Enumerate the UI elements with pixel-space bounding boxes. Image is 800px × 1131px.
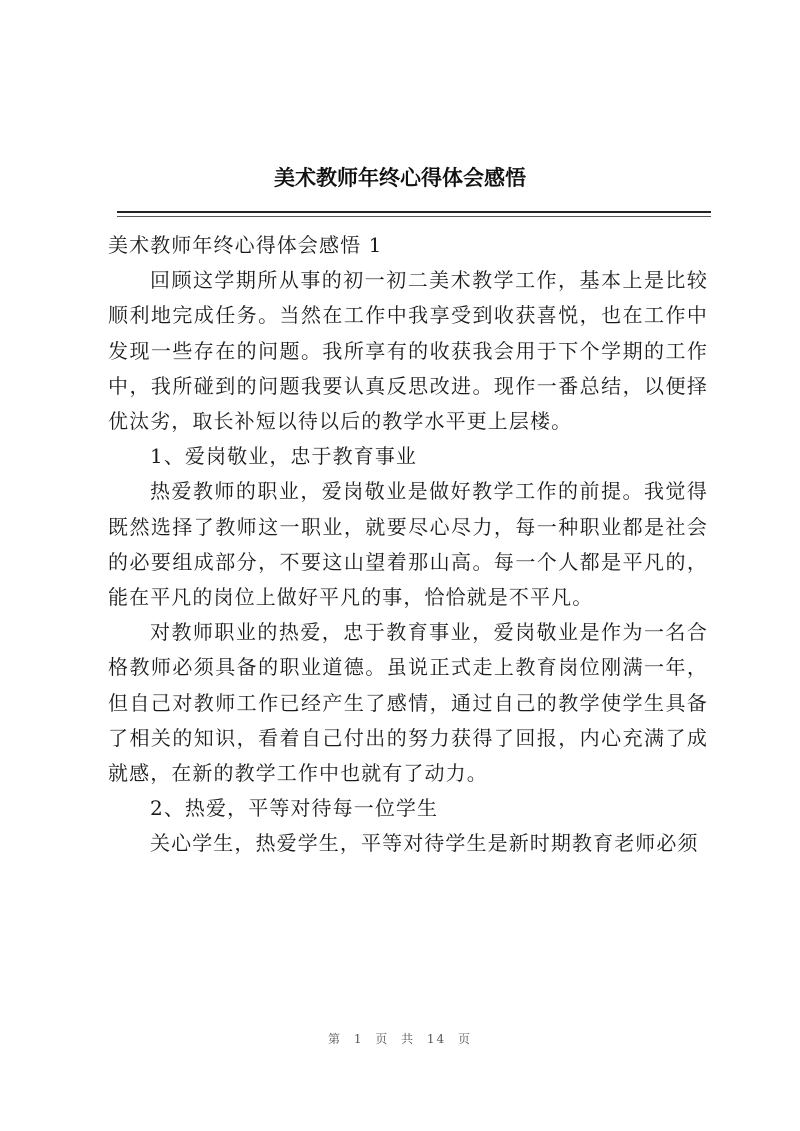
section-heading-2: 2、热爱，平等对待每一位学生 — [150, 796, 439, 821]
paragraph-care-students: 关心学生，热爱学生，平等对待学生是新时期教育老师必须 — [150, 831, 699, 856]
page-footer: 第 1 页 共 14 页 — [328, 1032, 472, 1046]
title-divider-thin — [117, 216, 711, 217]
section-heading-1: 1、爱岗敬业，忠于教育事业 — [150, 444, 418, 469]
paragraph-professional-ethics: 对教师职业的热爱，忠于教育事业，爱岗敬业是作为一名合格教师必须具备的职业道德。虽说正式走上教育岗位刚满一年，但自己对教师工作已经产生了感情，通过自己的教学使学生具备了相关的知识，看着自己付出的努力获得了回报，内心充满了成就感，在新的教学工作中也就有了动力。 — [108, 620, 708, 786]
paragraph-love-profession: 热爱教师的职业，爱岗敬业是做好教学工作的前提。我觉得既然选择了教师这一职业，就要尽心尽力，每一种职业都是社会的必要组成部分，不要这山望着那山高。每一个人都是平凡的，能在平凡的岗位上做好平凡的事，恰恰就是不平凡。 — [108, 479, 708, 610]
title-divider — [117, 211, 711, 213]
document-body — [108, 228, 708, 862]
section-subtitle: 美术教师年终心得体会感悟 1 — [108, 233, 383, 257]
page-title: 美术教师年终心得体会感悟 — [274, 166, 526, 190]
paragraph-intro: 回顾这学期所从事的初一初二美术教学工作，基本上是比较顺利地完成任务。当然在工作中我享受到收获喜悦，也在工作中发现一些存在的问题。我所享有的收获我会用于下个学期的工作中，我所碰到的问题我要认真反思改进。现作一番总结，以便择优汰劣，取长补短以待以后的教学水平更上层楼。 — [108, 268, 708, 434]
